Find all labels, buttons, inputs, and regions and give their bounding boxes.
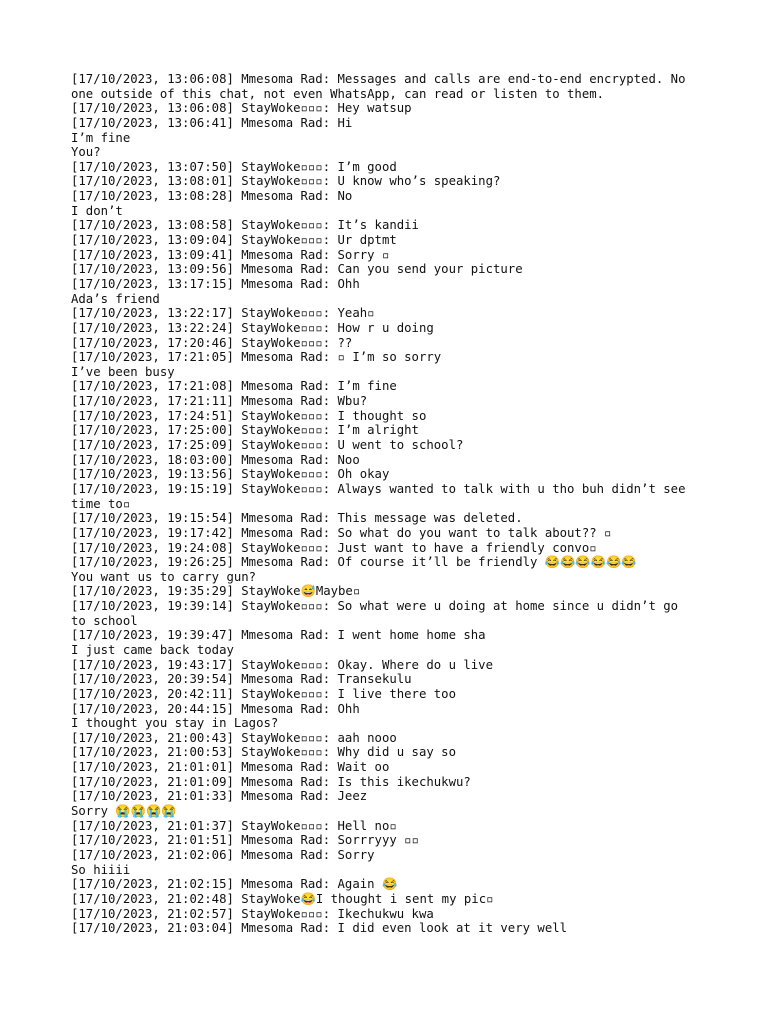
transcript-line: [17/10/2023, 21:01:33] Mmesoma Rad: Jeez [71,789,368,804]
transcript-line: time to▫ [71,496,131,511]
transcript-line: [17/10/2023, 13:08:28] Mmesoma Rad: No [71,189,353,204]
transcript-line: [17/10/2023, 17:25:09] StayWoke▫▫▫: U went to school? [71,438,464,453]
transcript-line: [17/10/2023, 19:24:08] StayWoke▫▫▫: Just want to have a friendly convo▫ [71,540,597,555]
transcript-line: [17/10/2023, 13:06:08] Mmesoma Rad: Messages and calls are end-to-end encrypted. No [71,72,686,86]
transcript-line: [17/10/2023, 19:39:14] StayWoke▫▫▫: So what were u doing at home since u didn’t go [71,599,679,614]
transcript-line: [17/10/2023, 13:08:58] StayWoke▫▫▫: It’s kandii [71,218,419,233]
transcript-line: [17/10/2023, 13:09:56] Mmesoma Rad: Can you send your picture [71,262,523,277]
transcript-line: [17/10/2023, 21:02:06] Mmesoma Rad: Sorry [71,847,375,862]
transcript-line: You? [71,145,101,160]
transcript-line: [17/10/2023, 21:00:53] StayWoke▫▫▫: Why did u say so [71,745,456,760]
transcript-line: [17/10/2023, 20:42:11] StayWoke▫▫▫: I live there too [71,686,456,701]
transcript-line: one outside of this chat, not even WhatsApp, can read or listen to them. [71,86,605,101]
transcript-line: You want us to carry gun? [71,569,257,584]
transcript-line: [17/10/2023, 17:24:51] StayWoke▫▫▫: I thought so [71,408,427,423]
transcript-line: [17/10/2023, 21:01:37] StayWoke▫▫▫: Hell no▫ [71,818,397,833]
transcript-line: [17/10/2023, 13:22:17] StayWoke▫▫▫: Yeah▫ [71,306,375,321]
transcript-line: [17/10/2023, 21:01:01] Mmesoma Rad: Wait oo [71,760,390,775]
transcript-line: [17/10/2023, 20:44:15] Mmesoma Rad: Ohh [71,701,360,716]
transcript-line: [17/10/2023, 17:21:11] Mmesoma Rad: Wbu? [71,394,368,409]
transcript-line: [17/10/2023, 17:21:05] Mmesoma Rad: ▫ I’m so sorry [71,350,442,365]
transcript-line: [17/10/2023, 13:06:41] Mmesoma Rad: Hi [71,115,353,130]
transcript-line: [17/10/2023, 13:17:15] Mmesoma Rad: Ohh [71,276,360,291]
chat-transcript [71,72,711,936]
transcript-line: [17/10/2023, 21:03:04] Mmesoma Rad: I did even look at it very well [71,921,568,936]
transcript-line: I just came back today [71,642,234,657]
transcript-line: [17/10/2023, 17:21:08] Mmesoma Rad: I’m fine [71,379,397,394]
transcript-line: [17/10/2023, 21:01:09] Mmesoma Rad: Is this ikechukwu? [71,774,471,789]
transcript-line: I’ve been busy [71,364,175,379]
transcript-line: Ada’s friend [71,291,160,306]
transcript-line: [17/10/2023, 13:07:50] StayWoke▫▫▫: I’m good [71,159,397,174]
transcript-line: I thought you stay in Lagos? [71,716,279,731]
transcript-line: [17/10/2023, 19:39:47] Mmesoma Rad: I went home home sha [71,628,486,643]
transcript-line: [17/10/2023, 19:43:17] StayWoke▫▫▫: Okay. Where do u live [71,657,493,672]
transcript-line: [17/10/2023, 21:02:15] Mmesoma Rad: Again 😂 [71,877,398,892]
transcript-line: [17/10/2023, 13:08:01] StayWoke▫▫▫: U know who’s speaking? [71,174,501,189]
transcript-line: I’m fine [71,130,131,145]
transcript-line: [17/10/2023, 13:09:41] Mmesoma Rad: Sorry ▫ [71,247,390,262]
transcript-line: [17/10/2023, 18:03:00] Mmesoma Rad: Noo [71,452,360,467]
transcript-line: [17/10/2023, 13:06:08] StayWoke▫▫▫: Hey watsup [71,101,412,116]
transcript-line: [17/10/2023, 21:01:51] Mmesoma Rad: Sorrryyy ▫▫ [71,833,419,848]
transcript-line: [17/10/2023, 19:13:56] StayWoke▫▫▫: Oh okay [71,467,390,482]
transcript-line: [17/10/2023, 19:35:29] StayWoke😅Maybe▫ [71,584,361,599]
transcript-line: I don’t [71,203,123,218]
transcript-line: [17/10/2023, 19:15:19] StayWoke▫▫▫: Always wanted to talk with u tho buh didn’t see [71,481,686,496]
transcript-line: [17/10/2023, 13:09:04] StayWoke▫▫▫: Ur dptmt [71,233,397,248]
transcript-line: [17/10/2023, 19:15:54] Mmesoma Rad: This message was deleted. [71,511,523,526]
transcript-line: [17/10/2023, 19:26:25] Mmesoma Rad: Of course it’ll be friendly 😂😂😂😂😂😂 [71,555,637,570]
transcript-line: [17/10/2023, 21:02:48] StayWoke😂I thought i sent my pic▫ [71,891,494,906]
transcript-line: [17/10/2023, 19:17:42] Mmesoma Rad: So what do you want to talk about?? ▫ [71,525,612,540]
transcript-line: [17/10/2023, 21:00:43] StayWoke▫▫▫: aah nooo [71,730,397,745]
transcript-line: [17/10/2023, 17:25:00] StayWoke▫▫▫: I’m alright [71,423,419,438]
transcript-line: [17/10/2023, 21:02:57] StayWoke▫▫▫: Ikechukwu kwa [71,906,434,921]
transcript-line: Sorry 😭😭😭😭 [71,804,177,819]
transcript-line: [17/10/2023, 17:20:46] StayWoke▫▫▫: ?? [71,335,353,350]
transcript-line: [17/10/2023, 20:39:54] Mmesoma Rad: Transekulu [71,672,412,687]
transcript-line: to school [71,613,138,628]
transcript-line: So hiiii [71,862,131,877]
transcript-line: [17/10/2023, 13:22:24] StayWoke▫▫▫: How r u doing [71,320,434,335]
